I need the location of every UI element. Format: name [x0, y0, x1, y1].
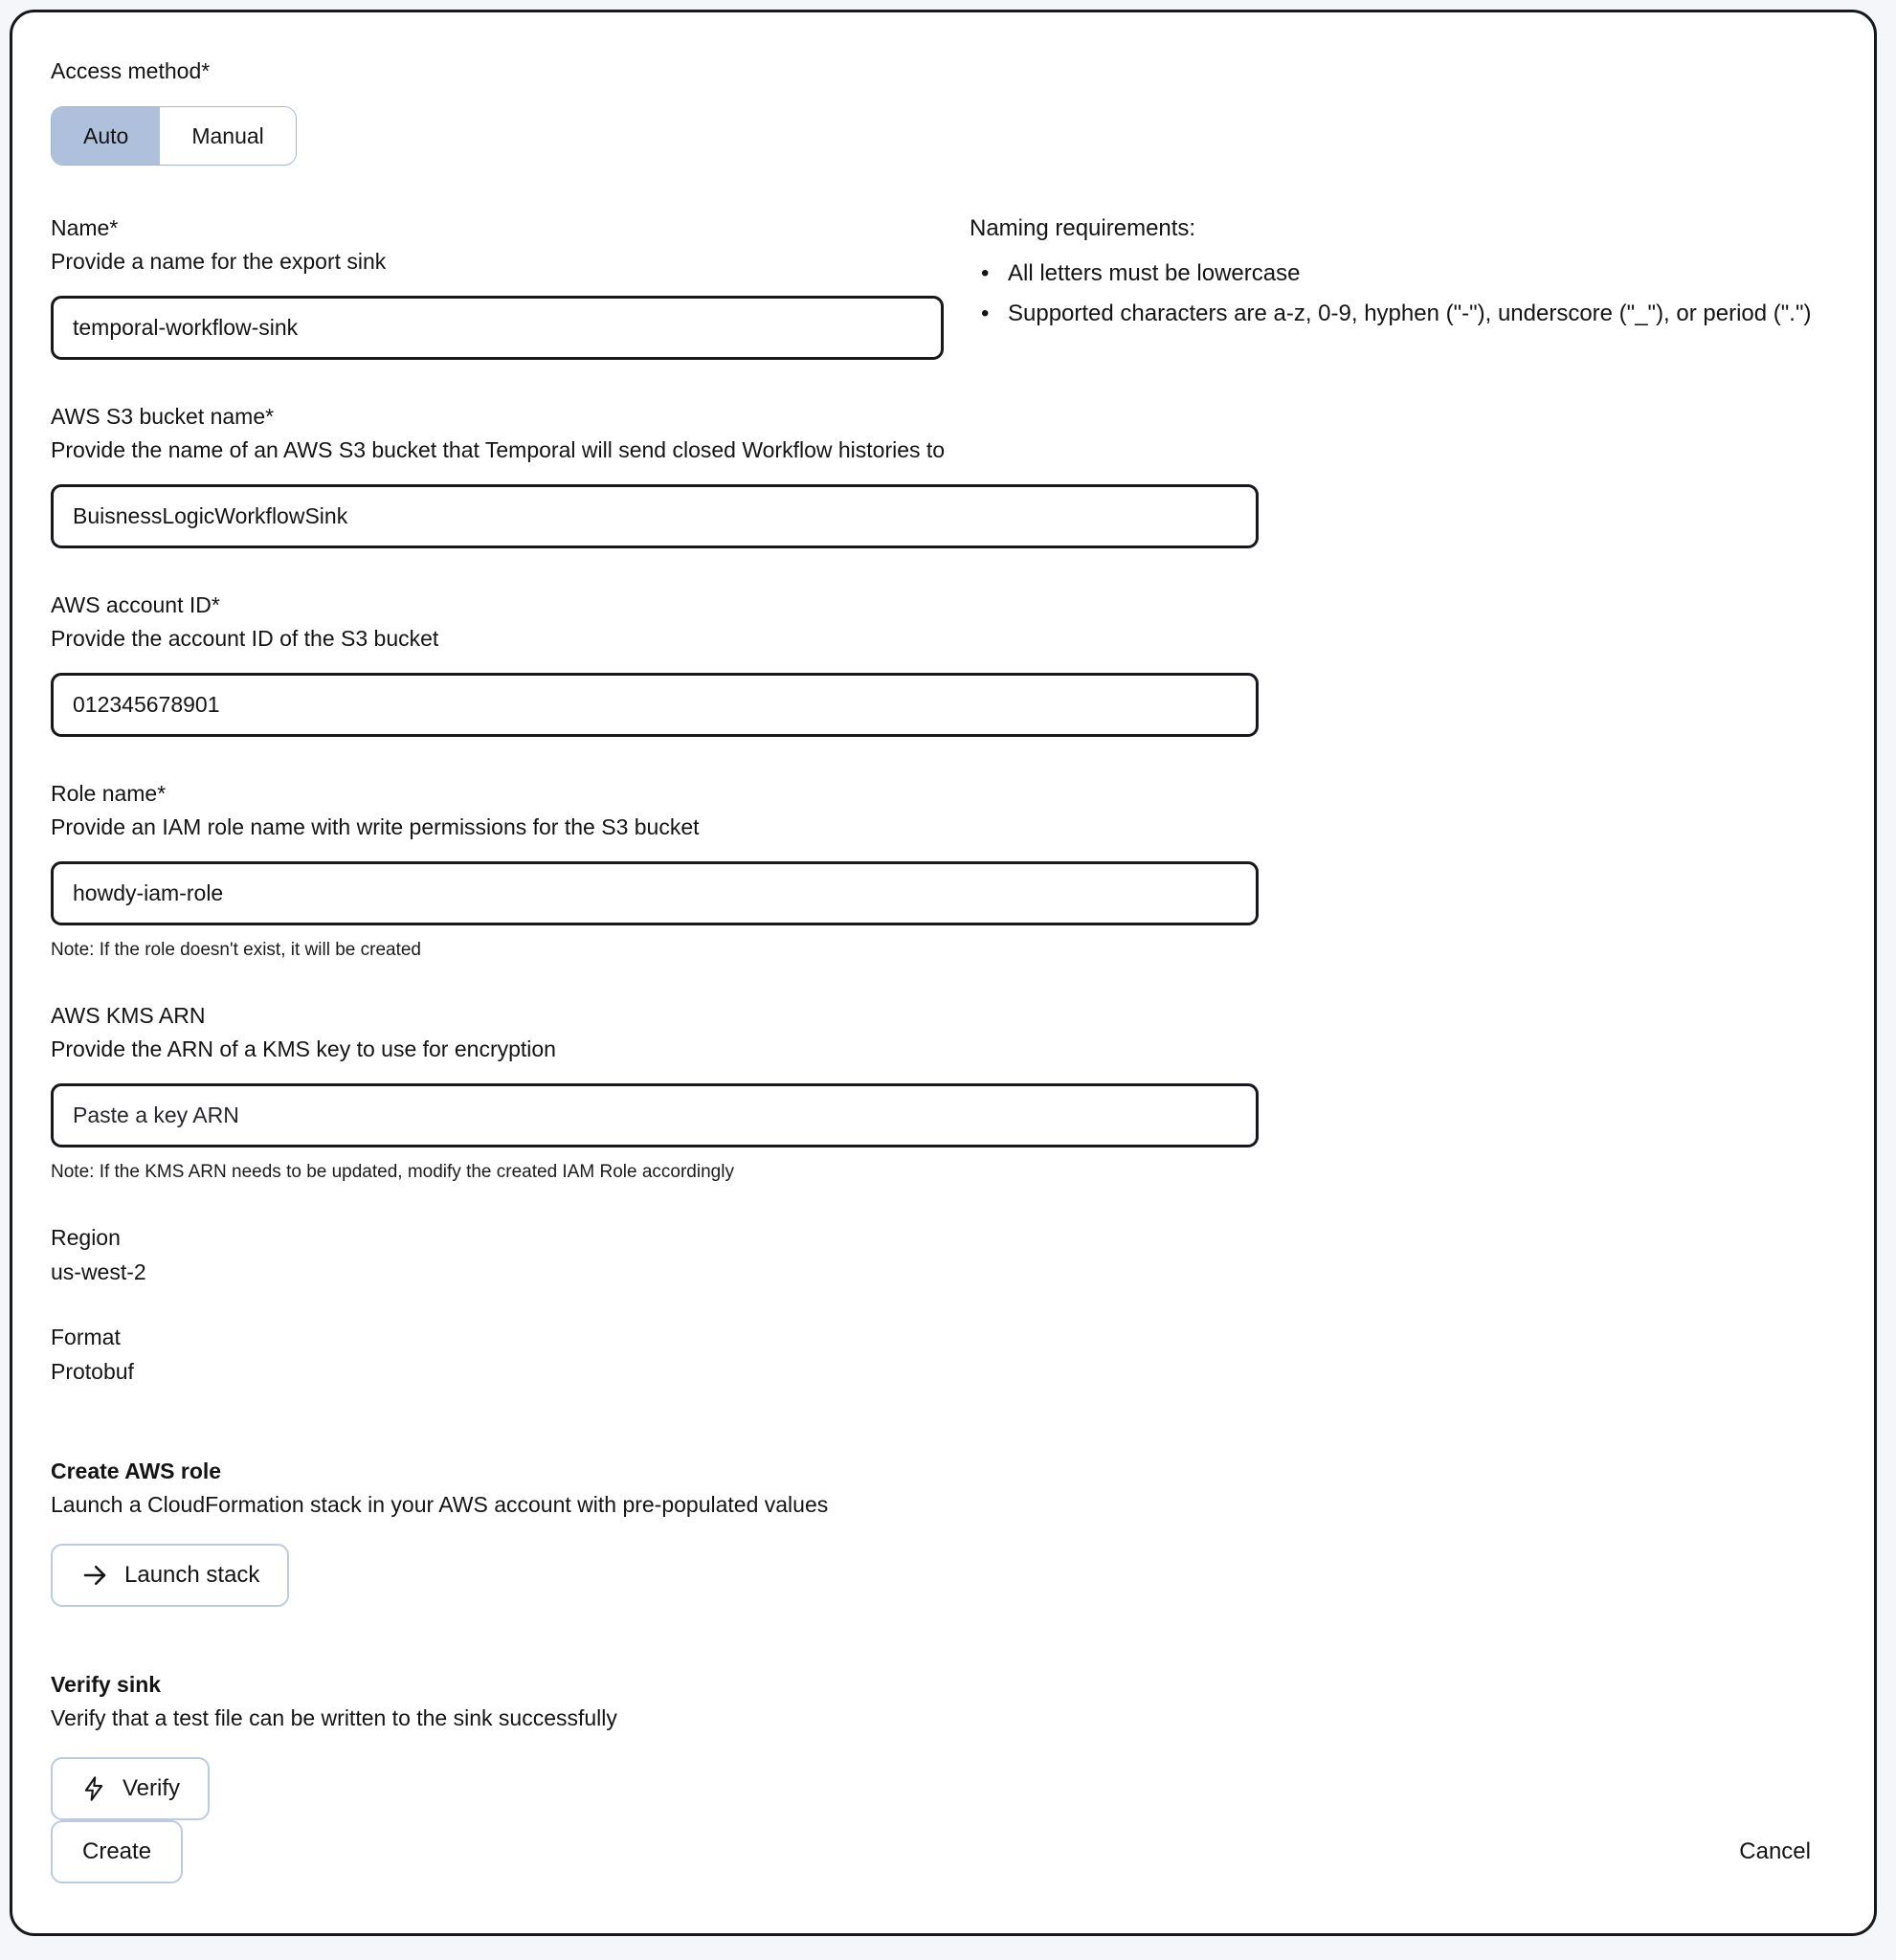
create-button[interactable]: Create: [51, 1820, 183, 1883]
naming-requirements-title: Naming requirements:: [970, 215, 1196, 241]
naming-requirement-item: • All letters must be lowercase: [979, 257, 1838, 290]
name-row: [51, 215, 1838, 360]
verify-sink-section: [51, 1672, 1838, 1820]
kms-label: AWS KMS ARN: [51, 1003, 206, 1028]
form-footer: [51, 1820, 1838, 1895]
role-field: [51, 781, 1838, 961]
access-method-option-manual[interactable]: Manual: [160, 107, 295, 165]
verify-sink-title: Verify sink: [51, 1672, 162, 1697]
kms-field: [51, 1003, 1838, 1183]
lightning-icon: [80, 1775, 107, 1802]
region-value: us-west-2: [51, 1259, 146, 1284]
name-input[interactable]: [51, 296, 944, 360]
bucket-field: [51, 404, 1838, 548]
bucket-input[interactable]: [51, 484, 1259, 548]
name-field: [51, 215, 944, 360]
create-role-title: Create AWS role: [51, 1459, 222, 1483]
kms-description: Provide the ARN of a KMS key to use for encryption: [51, 1036, 556, 1061]
bucket-description: Provide the name of an AWS S3 bucket that Temporal will send closed Workflow histories to: [51, 437, 946, 462]
bucket-label: AWS S3 bucket name*: [51, 404, 275, 429]
region-label: Region: [51, 1225, 121, 1250]
account-description: Provide the account ID of the S3 bucket: [51, 626, 439, 651]
access-method-toggle: [51, 106, 297, 166]
launch-stack-button[interactable]: [51, 1544, 289, 1607]
account-label: AWS account ID*: [51, 592, 220, 617]
kms-input[interactable]: [51, 1083, 1259, 1147]
account-input[interactable]: [51, 673, 1259, 737]
region-readonly: [51, 1225, 1838, 1284]
format-label: Format: [51, 1325, 121, 1349]
name-label: Name*: [51, 215, 119, 240]
naming-requirements-list: [979, 257, 1838, 330]
access-method-option-auto[interactable]: Auto: [52, 107, 160, 165]
create-role-description: Launch a CloudFormation stack in your AWS account with pre-populated values: [51, 1492, 829, 1517]
export-sink-form-card: [10, 10, 1877, 1936]
arrow-right-icon: [80, 1561, 109, 1590]
naming-requirements: [970, 215, 1838, 338]
launch-stack-label: Launch stack: [124, 1562, 260, 1588]
format-readonly: [51, 1325, 1838, 1384]
access-method-section: [51, 58, 1838, 166]
name-description: Provide a name for the export sink: [51, 249, 387, 274]
create-role-section: [51, 1459, 1838, 1607]
role-note: Note: If the role doesn't exist, it will be created: [51, 940, 421, 960]
cancel-button[interactable]: Cancel: [1739, 1838, 1811, 1864]
role-input[interactable]: [51, 861, 1259, 925]
naming-requirement-item: • Supported characters are a-z, 0-9, hyphen ("-"), underscore ("_"), or period ("."): [979, 298, 1838, 330]
verify-sink-description: Verify that a test file can be written to the sink successfully: [51, 1705, 617, 1730]
kms-note: Note: If the KMS ARN needs to be updated, modify the created IAM Role accordingly: [51, 1162, 734, 1182]
verify-button[interactable]: [51, 1757, 210, 1820]
account-field: [51, 592, 1838, 737]
role-description: Provide an IAM role name with write permissions for the S3 bucket: [51, 814, 700, 839]
format-value: Protobuf: [51, 1359, 134, 1384]
verify-label: Verify: [123, 1775, 181, 1801]
access-method-label: Access method*: [51, 58, 211, 83]
role-label: Role name*: [51, 781, 167, 806]
